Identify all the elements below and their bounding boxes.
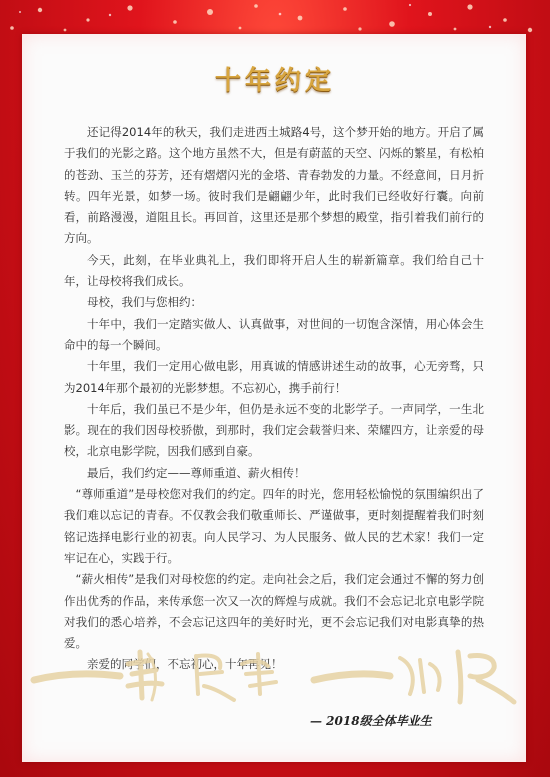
paragraph-intro: 还记得2014年的秋天，我们走进西土城路4号，这个梦开始的地方。开启了属于我们的光影之路。这个地方虽然不大，但是有蔚蓝的天空、闪烁的繁星，有松柏的苍劲、玉兰的芬芳，还有熠熠闪光的金塔、青春勃发的力量。不经意间，日月折转。四年光景，如梦一场。彼时我们是翩翩少年，此时我们已经收好行囊。向前看，前路漫漫，道阻且长。再回首，这里还是那个梦想的殿堂，指引着我们前行的方向。 (64, 125, 484, 246)
paragraph-respect-teachers: “尊师重道”是母校您对我们的约定。四年的时光，您用轻松愉悦的氛围编织出了我们难以忘记的青春。不仅教会我们敬重师长、严谨做事，更时刻提醒着我们时刻铭记选择电影行业的初衷。向人民学习、为人民服务、做人民的艺术家！我们一定牢记在心，实践于行。 (64, 487, 484, 565)
paragraph-finally: 最后，我们约定——尊师重道、薪火相传！ (87, 465, 306, 480)
paragraph-pledge-intro: 母校，我们与您相约： (87, 295, 202, 310)
letter-body (64, 122, 484, 676)
paragraph-today: 今天，此刻，在毕业典礼上，我们即将开启人生的崭新篇章。我们给自己十年，让母校将我们成长。 (64, 252, 484, 289)
paragraph-ten-years-inside: 十年里，我们一定用心做电影，用真诚的情感讲述生动的故事，心无旁骛，只为2014年那个最初的光影梦想。不忘初心，携手前行！ (64, 359, 484, 395)
calligraphy-watermark (28, 634, 528, 710)
paragraph-pass-the-torch: “薪火相传”是我们对母校您的约定。走向社会之后，我们定会通过不懈的努力创作出优秀的作品，来传承您一次又一次的辉煌与成就。我们不会忘记北京电影学院对我们的悉心培养，不会忘记这四年的美好时光，更不会忘记我们对电影真挚的热爱。 (64, 572, 484, 651)
signature: — 2018级全体毕业生 (310, 714, 432, 728)
paragraph-ten-years-during: 十年中，我们一定踏实做人、认真做事，对世间的一切饱含深情，用心体会生命中的每一个瞬间。 (64, 316, 484, 352)
paragraph-farewell: 亲爱的同学们，不忘初心，十年再见！ (87, 657, 283, 672)
page-title: 十年约定 (214, 66, 335, 96)
paragraph-ten-years-after: 十年后，我们虽已不是少年，但仍是永远不变的北影学子。一声同学，一生北影。现在的我们因母校骄傲，到那时，我们定会载誉归来、荣耀四方，让亲爱的母校，北京电影学院，因我们感到自豪。 (64, 401, 484, 459)
